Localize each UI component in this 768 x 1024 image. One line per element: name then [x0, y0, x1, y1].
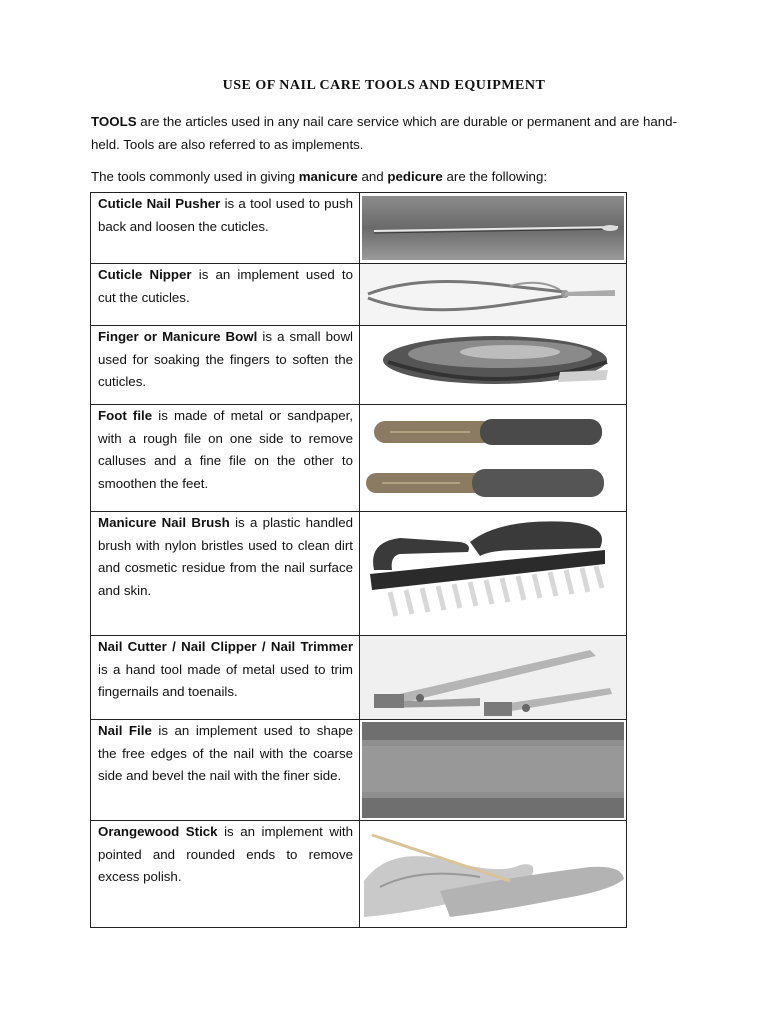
- tool-desc-text: is made of metal or sandpaper, with a rough file on one side to remove calluses and a fine file on the other to smoothen the feet.: [98, 408, 353, 491]
- tool-name: Cuticle Nail Pusher: [98, 196, 221, 211]
- foot-file-icon: [360, 405, 626, 511]
- intro-paragraph: [91, 111, 677, 156]
- nail-brush-photo: [360, 512, 627, 636]
- tool-description: [91, 193, 360, 264]
- lead-text-pre: The tools commonly used in giving: [91, 169, 299, 184]
- lead-bold-pedicure: pedicure: [387, 169, 443, 184]
- table-row: [91, 264, 627, 326]
- tool-desc-text: is a hand tool made of metal used to trim fingernails and toenails.: [98, 661, 353, 700]
- intro-bold-term: TOOLS: [91, 114, 137, 129]
- tool-description: [91, 512, 360, 636]
- nail-pusher-photo: [360, 193, 627, 264]
- tool-description: [91, 720, 360, 821]
- tool-name: Foot file: [98, 408, 153, 423]
- orangewood-stick-photo: [360, 821, 627, 928]
- tool-desc-text: is a tool used to push back and loosen the cuticles.: [98, 196, 354, 234]
- page-title: USE OF NAIL CARE TOOLS AND EQUIPMENT: [222, 78, 546, 93]
- lead-text-mid: and: [357, 169, 388, 184]
- tool-description: [91, 326, 360, 405]
- table-row: [91, 405, 627, 512]
- table-row: [91, 512, 627, 636]
- tool-desc-text: is an implement used to shape the free edges of the nail with the coarse side and bevel the nail with the finer side.: [98, 723, 353, 784]
- table-row: [91, 821, 627, 928]
- tool-name: Orangewood Stick: [98, 824, 218, 839]
- tool-name: Nail Cutter / Nail Clipper / Nail Trimmer: [98, 639, 353, 654]
- nail-pusher-icon: [360, 193, 626, 263]
- manicure-bowl-photo: [360, 326, 627, 405]
- manicure-bowl-icon: [360, 326, 626, 404]
- tool-description: [91, 636, 360, 720]
- foot-file-photo: [360, 405, 627, 512]
- lead-bold-manicure: manicure: [298, 169, 358, 184]
- tool-desc-text: is a small bowl used for soaking the fingers to soften the cuticles.: [98, 329, 353, 390]
- table-row: [91, 636, 627, 720]
- intro-text: are the articles used in any nail care service which are durable or permanent and are hand-held. Tools are also referred to as implements.: [91, 114, 677, 152]
- tool-description: [91, 264, 360, 326]
- tool-name: Finger or Manicure Bowl: [98, 329, 258, 344]
- lead-paragraph: [91, 166, 677, 189]
- cuticle-nipper-icon: [360, 264, 626, 325]
- orangewood-stick-icon: [360, 821, 626, 927]
- table-row: [91, 193, 627, 264]
- tool-name: Cuticle Nipper: [98, 267, 192, 282]
- table-row: [91, 326, 627, 405]
- tool-description: [91, 405, 360, 512]
- lead-text-post: are the following:: [442, 169, 548, 184]
- tool-name: Manicure Nail Brush: [98, 515, 230, 530]
- tools-table: [90, 192, 627, 928]
- tool-desc-text: is an implement with pointed and rounded ends to remove excess polish.: [98, 824, 353, 885]
- nail-file-photo: [360, 720, 627, 821]
- tool-desc-text: is an implement used to cut the cuticles.: [98, 267, 353, 305]
- nail-brush-icon: [360, 512, 626, 635]
- tool-desc-text: is a plastic handled brush with nylon bristles used to clean dirt and cosmetic residue from the nail surface and skin.: [98, 515, 353, 598]
- cuticle-nipper-photo: [360, 264, 627, 326]
- tool-description: [91, 821, 360, 928]
- tool-name: Nail File: [98, 723, 152, 738]
- nail-clipper-photo: [360, 636, 627, 720]
- nail-clipper-icon: [360, 636, 626, 719]
- nail-file-icon: [360, 720, 626, 820]
- table-row: [91, 720, 627, 821]
